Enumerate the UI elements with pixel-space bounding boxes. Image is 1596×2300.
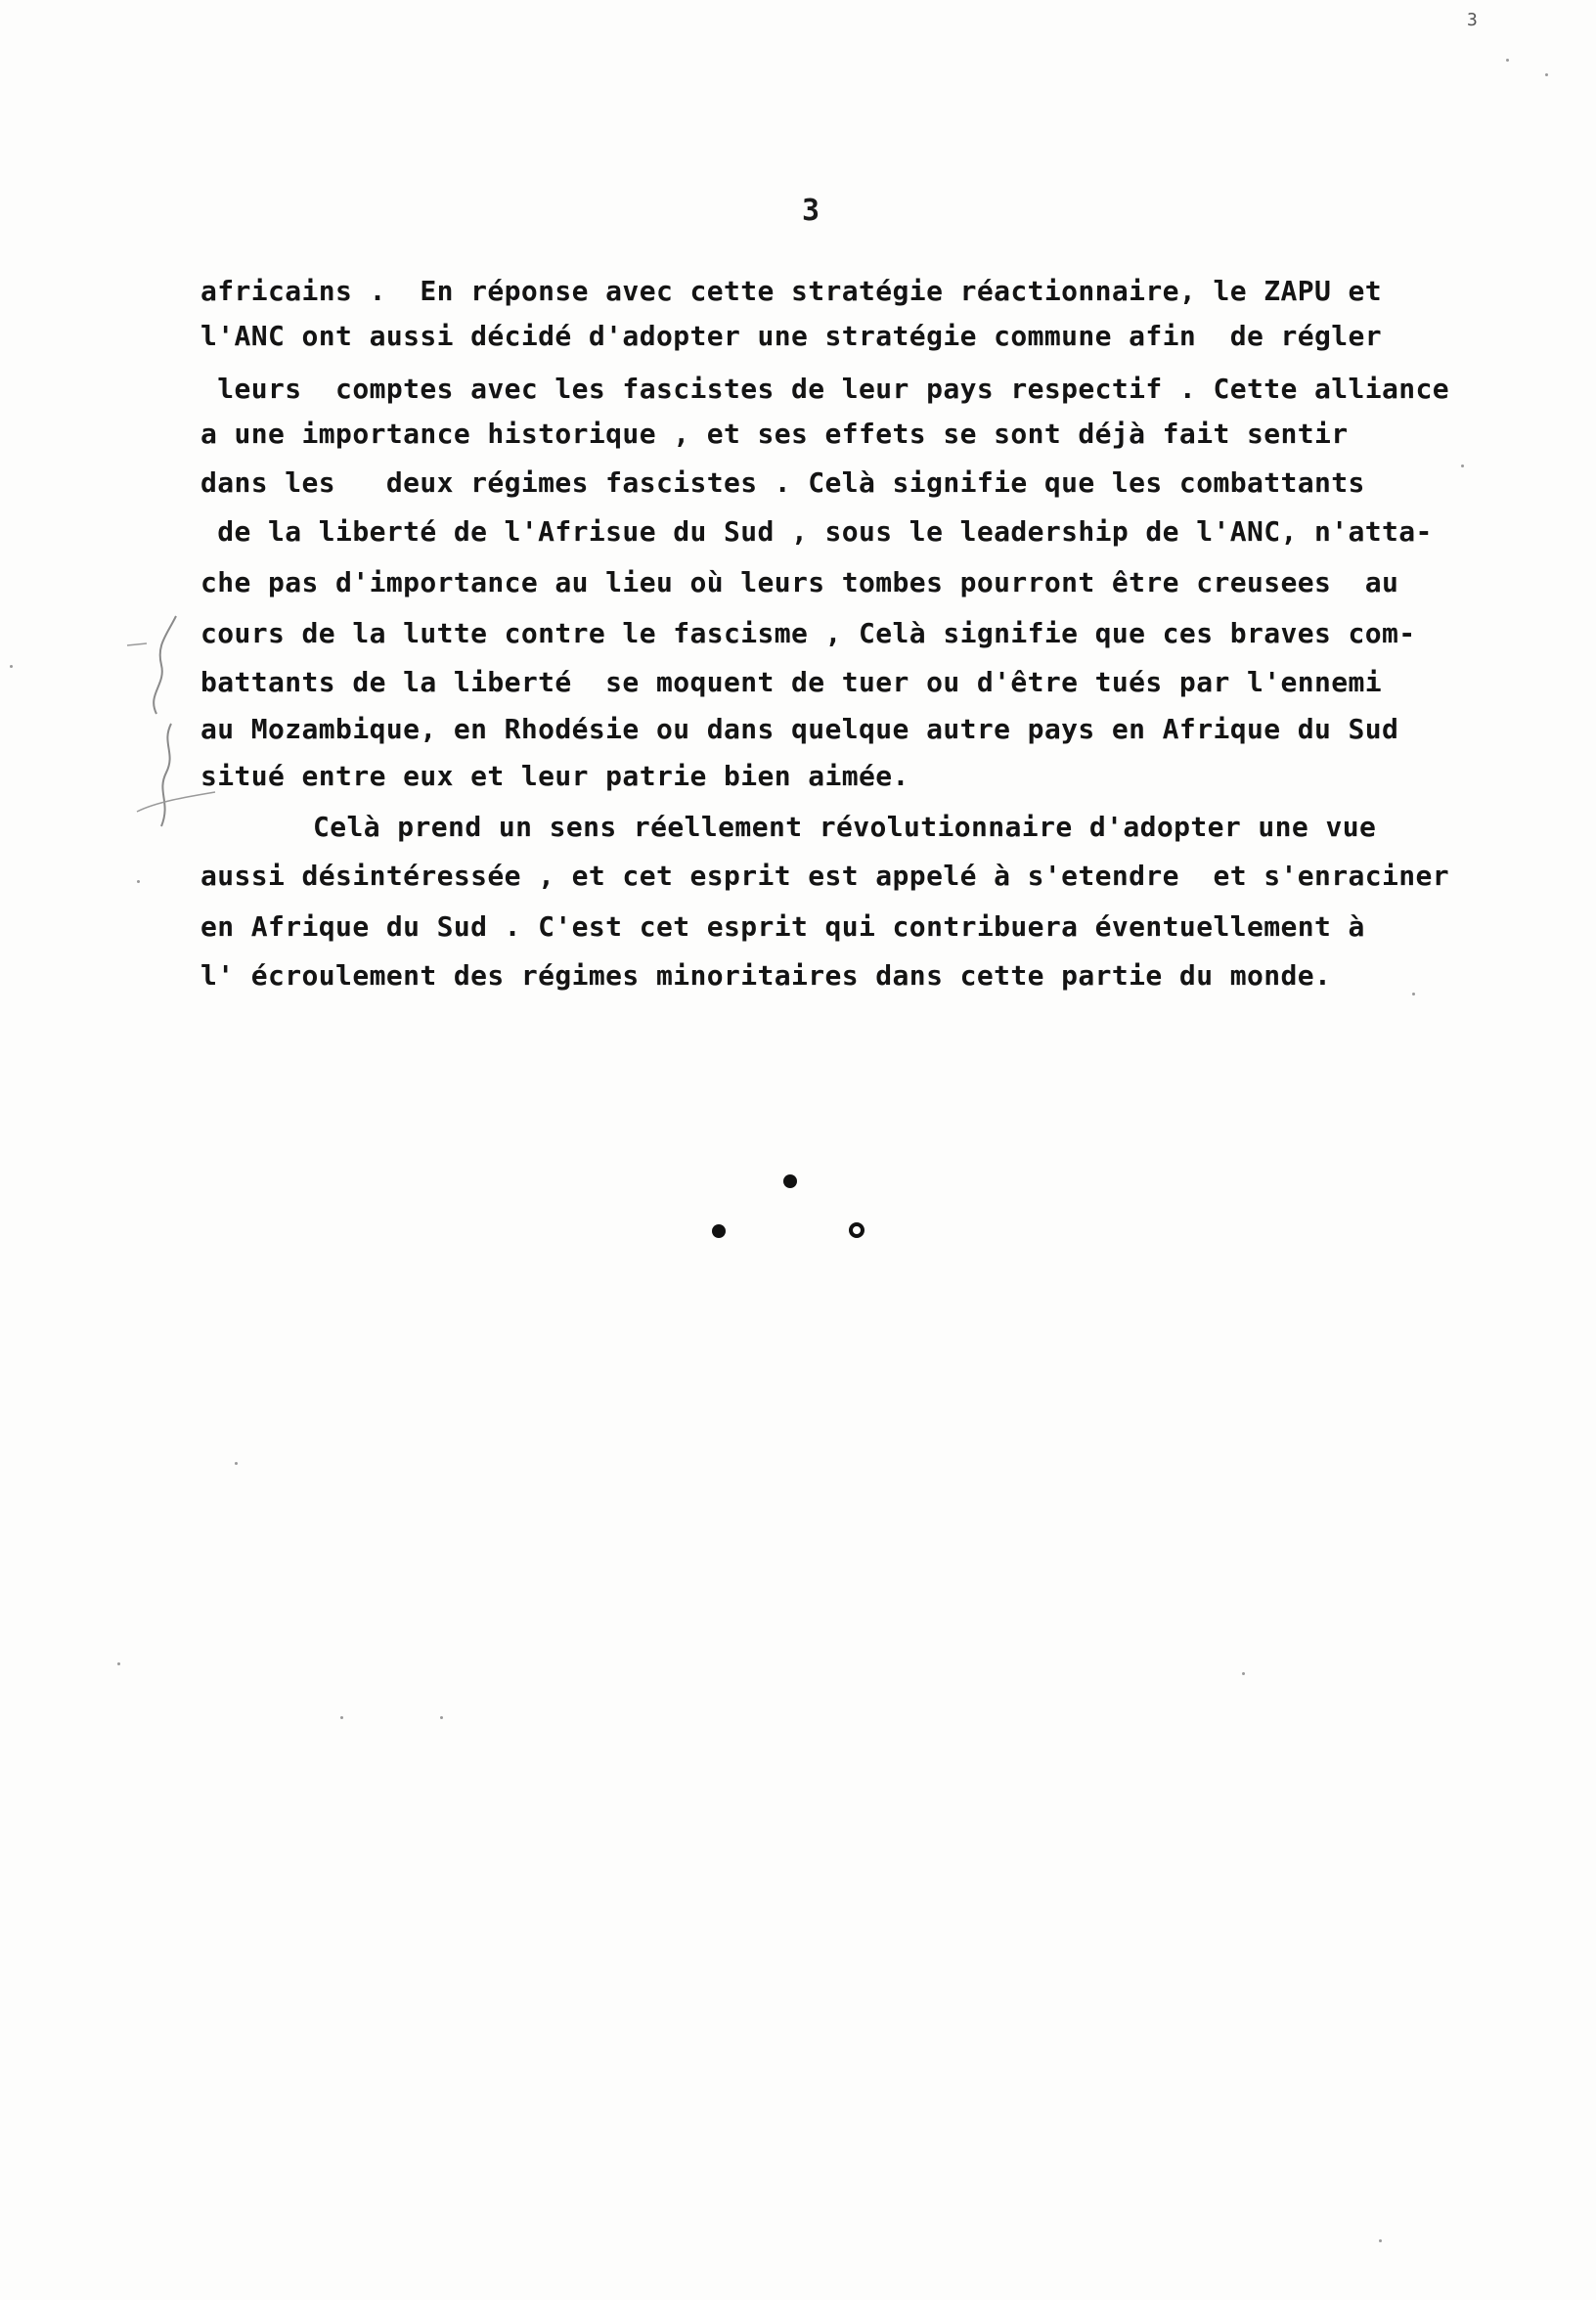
scan-speck: [1242, 1672, 1245, 1675]
scan-speck: [1412, 993, 1415, 995]
ornament-dot: [712, 1224, 726, 1238]
scan-speck: [137, 880, 140, 883]
paragraph-line: l' écroulement des régimes minoritaires dans cette partie du monde.: [200, 959, 1332, 992]
scan-speck: [340, 1716, 343, 1719]
paragraph-line: aussi désintéressée , et cet esprit est appelé à s'etendre et s'enraciner: [200, 860, 1450, 892]
paragraph-line: battants de la liberté se moquent de tuer ou d'être tués par l'ennemi: [200, 666, 1383, 698]
scan-speck: [10, 665, 13, 668]
paragraph-line: a une importance historique , et ses effets se sont déjà fait sentir: [200, 418, 1349, 450]
ornament-dot: [783, 1174, 797, 1188]
paragraph-line: situé entre eux et leur patrie bien aimée.: [200, 760, 909, 792]
paragraph-line: che pas d'importance au lieu où leurs tombes pourront être creusees au: [200, 566, 1399, 598]
paragraph-line: l'ANC ont aussi décidé d'adopter une stratégie commune afin de régler: [200, 320, 1383, 352]
page-number: 3: [802, 194, 820, 228]
scan-speck: [1545, 73, 1548, 76]
paragraph-line: au Mozambique, en Rhodésie ou dans quelque autre pays en Afrique du Sud: [200, 713, 1399, 745]
ornament-dot: [849, 1222, 864, 1238]
scan-speck: [440, 1716, 443, 1719]
margin-scribble-icon: [117, 606, 235, 841]
scan-speck: [1461, 464, 1464, 467]
scan-speck: [235, 1462, 238, 1465]
scan-speck: [117, 1662, 120, 1665]
paragraph-line: dans les deux régimes fascistes . Celà signifie que les combattants: [200, 466, 1365, 499]
scan-speck: [1379, 2239, 1382, 2242]
paragraph-line: de la liberté de l'Afrisue du Sud , sous le leadership de l'ANC, n'atta-: [200, 515, 1433, 548]
paragraph-line: Celà prend un sens réellement révolutionnaire d'adopter une vue: [313, 811, 1377, 843]
paragraph-line: leurs comptes avec les fascistes de leur pays respectif . Cette alliance: [200, 373, 1450, 405]
paragraph-line: africains . En réponse avec cette stratégie réactionnaire, le ZAPU et: [200, 275, 1383, 307]
paragraph-line: cours de la lutte contre le fascisme , Celà signifie que ces braves com-: [200, 617, 1416, 649]
paragraph-line: en Afrique du Sud . C'est cet esprit qui contribuera éventuellement à: [200, 910, 1365, 943]
scan-speck: [1506, 59, 1509, 62]
corner-mark: 3: [1467, 10, 1478, 30]
